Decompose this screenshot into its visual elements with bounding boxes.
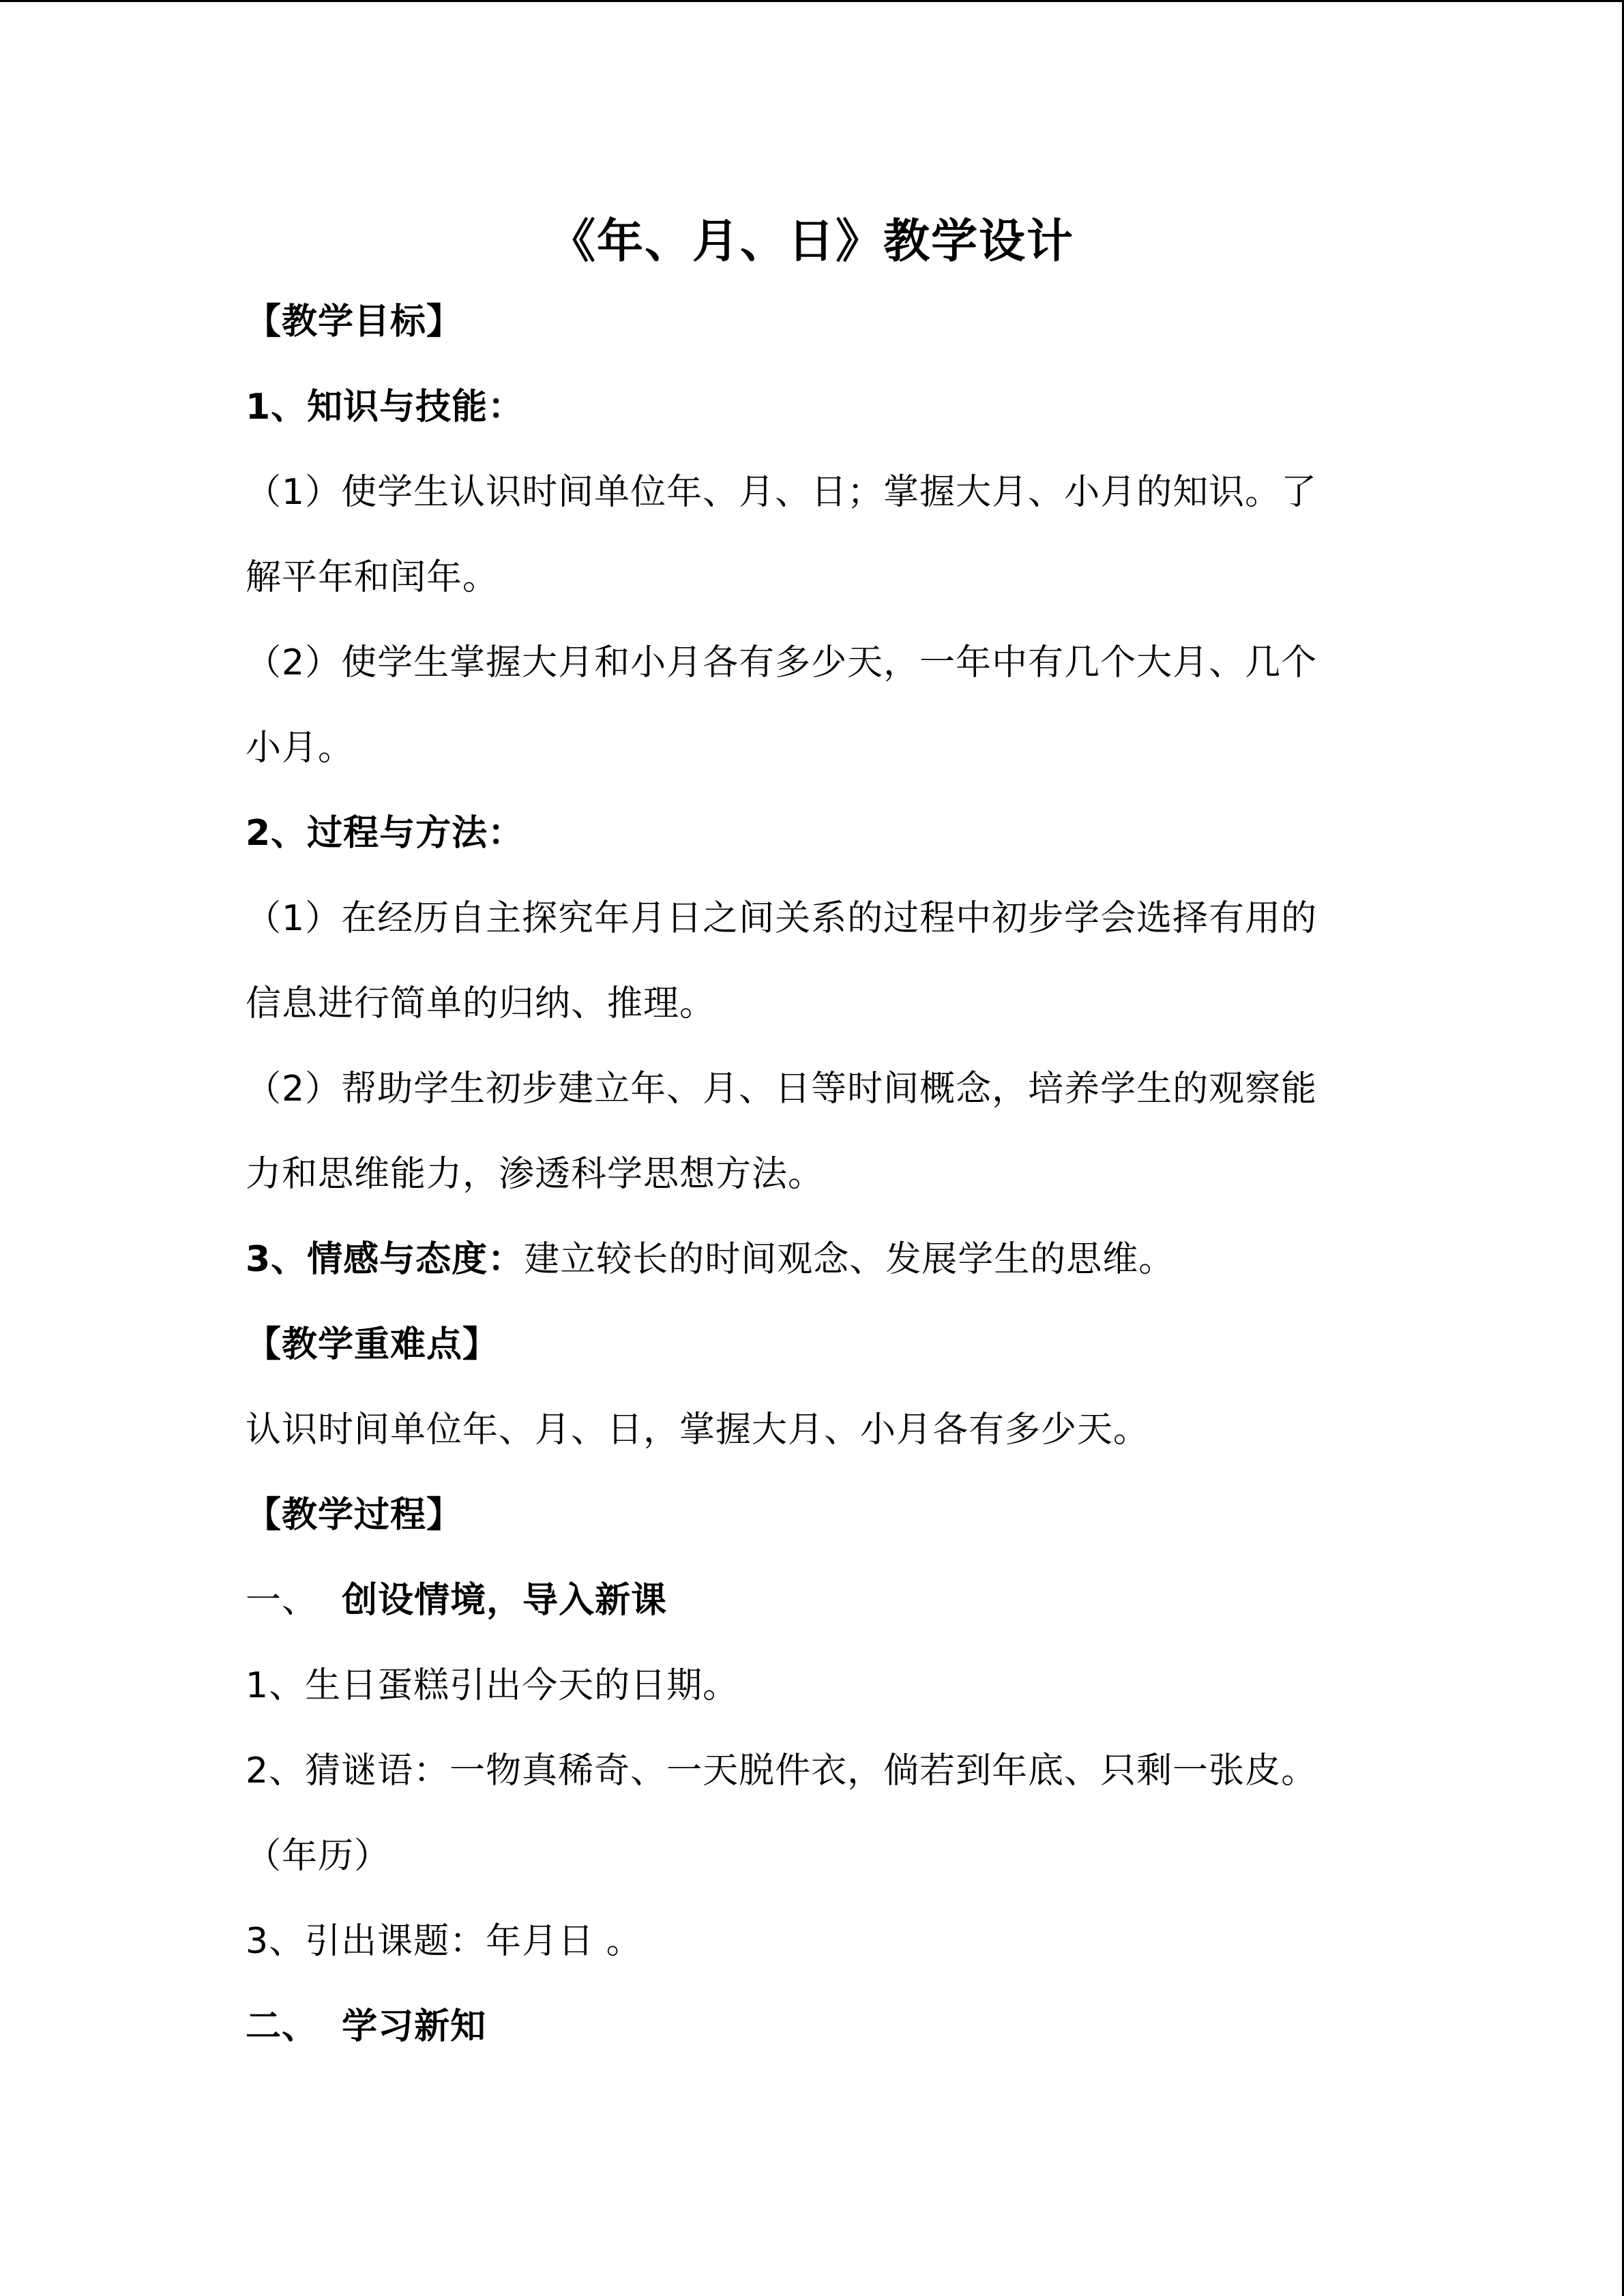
page-top-border <box>0 0 1624 2</box>
process-item-1-line-2: 信息进行简单的归纳、推理。 <box>246 983 716 1024</box>
attitude-label: 3、情感与态度： <box>246 1239 525 1280</box>
part-2-heading-text: 学习新知 <box>342 2006 487 2047</box>
part-1-item-3: 3、引出课题：年月日 。 <box>246 1921 643 1962</box>
process-item-1-line-1: （1）在经历自主探究年月日之间关系的过程中初步学会选择有用的 <box>246 898 1318 939</box>
part-2-heading-number: 二、 <box>246 2006 319 2047</box>
process-heading: 2、过程与方法： <box>246 813 525 854</box>
knowledge-heading: 1、知识与技能： <box>246 387 525 428</box>
part-1-item-1: 1、生日蛋糕引出今天的日期。 <box>246 1665 739 1706</box>
attitude-text: 建立较长的时间观念、发展学生的思维。 <box>524 1239 1175 1280</box>
knowledge-item-2-line-1: （2）使学生掌握大月和小月各有多少天，一年中有几个大月、几个 <box>246 642 1318 683</box>
attitude-line <box>246 1217 1378 1302</box>
key-points-header: 【教学重难点】 <box>246 1324 499 1365</box>
knowledge-item-1-line-2: 解平年和闰年。 <box>246 557 499 598</box>
part-1-heading <box>246 1558 1378 1643</box>
process-item-2-line-2: 力和思维能力，渗透科学思想方法。 <box>246 1154 825 1195</box>
document-title: 《年、月、日》教学设计 <box>548 215 1074 269</box>
document-body <box>246 205 1378 2070</box>
knowledge-item-2-line-2: 小月。 <box>246 728 355 769</box>
objectives-header: 【教学目标】 <box>246 301 463 342</box>
process-item-2-line-1: （2）帮助学生初步建立年、月、日等时间概念，培养学生的观察能 <box>246 1069 1318 1109</box>
key-points-text: 认识时间单位年、月、日，掌握大月、小月各有多少天。 <box>246 1410 1150 1450</box>
part-2-heading <box>246 1984 1378 2070</box>
teaching-process-header: 【教学过程】 <box>246 1495 463 1536</box>
part-1-heading-text: 创设情境，导入新课 <box>342 1580 668 1621</box>
part-1-item-2-line-1: 2、猜谜语：一物真稀奇、一天脱件衣，倘若到年底、只剩一张皮。 <box>246 1750 1318 1791</box>
knowledge-item-1-line-1: （1）使学生认识时间单位年、月、日；掌握大月、小月的知识。了 <box>246 472 1318 513</box>
part-1-heading-number: 一、 <box>246 1580 319 1621</box>
part-1-item-2-line-2: （年历） <box>246 1836 391 1877</box>
